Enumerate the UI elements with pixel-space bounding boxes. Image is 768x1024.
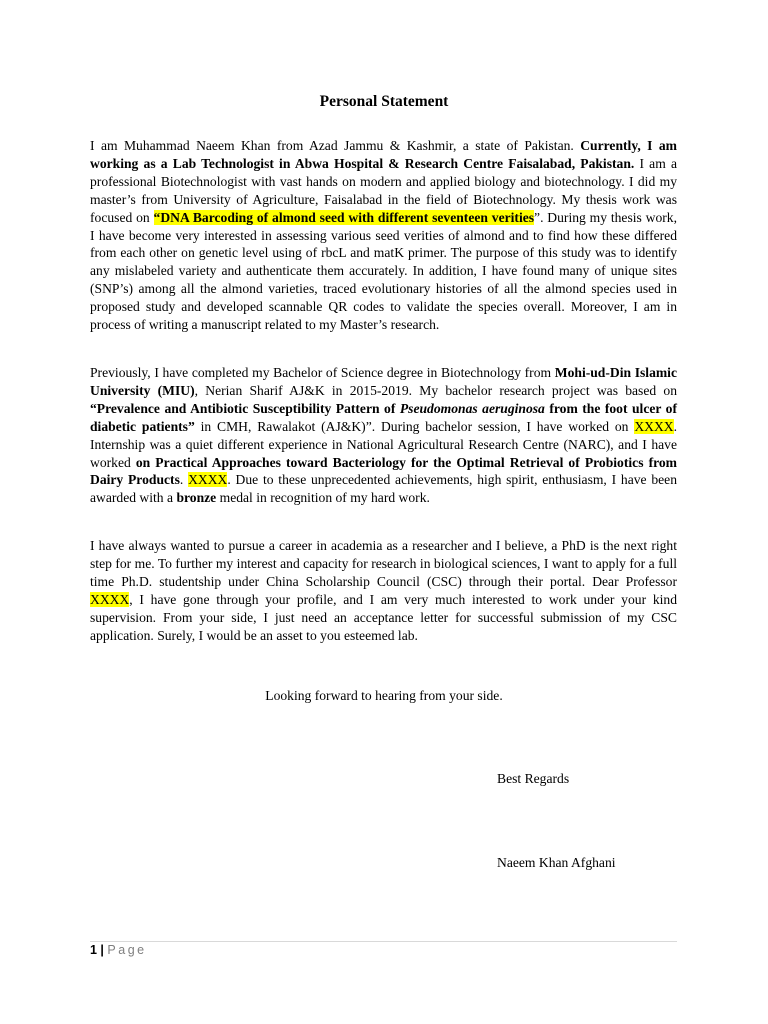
paragraph-text: . Due to these unprecedented achievements, high spirit, enthusiasm, I have been awarded with a xyxy=(90,472,678,506)
paragraph-text: ”. During my thesis work, I have become very interested in assessing various seed verities of almond and to find how these differed from each other on genetic level using of rbcL and matK primer. The purpose of this study was to identify any mislabeled variety and authenticate them accurately. In addition, I have found many of unique sites (SNP’s) among all the almond varieties, traced evolutionary histories of all the almond species used in proposed study and developed scannable QR codes to validate the species overall. Moreover, I am in process of writing a manuscript related to my Master’s research. xyxy=(90,209,677,333)
paragraph-text: Previously, I have completed my Bachelor of Science degree in Biotechnology from xyxy=(90,365,555,380)
page-footer xyxy=(90,943,147,957)
signature-name: Naeem Khan Afghani xyxy=(497,855,616,870)
paragraph-text: in CMH, Rawalakot (AJ&K)”. During bachelor session, I have worked on xyxy=(194,418,635,434)
footer-divider xyxy=(90,941,677,942)
placeholder-highlight: XXXX xyxy=(634,418,674,434)
project-title: “Prevalence and Antibiotic Susceptibility Pattern of xyxy=(90,400,400,416)
paragraph-text: I have always wanted to pursue a career in academia as a researcher and I believe, a PhD is the next right step for me. To further my interest and capacity for research in biological sciences, I want to apply for a full time Ph.D. studentship under China Scholarship Council (CSC) through their portal. Dear Professor xyxy=(90,538,677,589)
paragraph-text: , I have gone through your profile, and I am very much interested to work under your kind supervision. From your side, I just need an acceptance letter for successful submission of my CSC application. Surely, I would be an asset to you esteemed lab. xyxy=(90,591,677,643)
paragraph-text: , Nerian Sharif AJ&K in 2015-2019. My bachelor research project was based on xyxy=(194,382,677,398)
thesis-title-highlight: “DNA Barcoding of almond seed with different seventeen verities xyxy=(153,209,535,225)
paragraph-text: medal in recognition of my hard work. xyxy=(216,490,430,506)
placeholder-highlight: XXXX xyxy=(188,472,228,488)
paragraph-text: I am Muhammad Naeem Khan from Azad Jammu & Kashmir, a state of Pakistan. xyxy=(90,138,581,153)
paragraph-current-position xyxy=(90,137,677,334)
regards-line: Best Regards xyxy=(497,771,570,786)
university-name: Mohi-ud-Din Islamic University (MIU) xyxy=(90,365,677,398)
document-title: Personal Statement xyxy=(319,93,449,110)
placeholder-highlight: XXXX xyxy=(90,591,130,607)
paragraph-bachelor xyxy=(90,364,677,507)
page-number: 1 xyxy=(90,943,97,957)
page-separator: | xyxy=(96,943,108,957)
paragraph-text: I am a professional Biotechnologist with vast hands on modern and applied biology and biotechnology. I did my master’s from University of Agriculture, Faisalabad in the field of Biotechnology. My thesis work was focused on xyxy=(90,155,677,225)
paragraph-text: . Internship was a quiet different experience in National Agricultural Research Centre (NARC), and I have worked xyxy=(90,418,677,470)
internship-topic: on Practical Approaches toward Bacteriology for the Optimal Retrieval of Probiotics from Dairy Products xyxy=(90,454,677,488)
paragraph-phd-goal xyxy=(90,537,677,644)
page-label: Page xyxy=(107,943,147,957)
award-medal: bronze xyxy=(176,490,217,506)
paragraph-text: . xyxy=(179,472,189,488)
closing-line: Looking forward to hearing from your side. xyxy=(265,688,503,703)
project-title: from the foot ulcer of diabetic patients” xyxy=(90,400,677,434)
species-name: Pseudomonas aeruginosa xyxy=(399,400,545,416)
current-job-text: Currently, I am working as a Lab Technologist in Abwa Hospital & Research Centre Faisalabad, Pakistan. xyxy=(90,138,678,171)
